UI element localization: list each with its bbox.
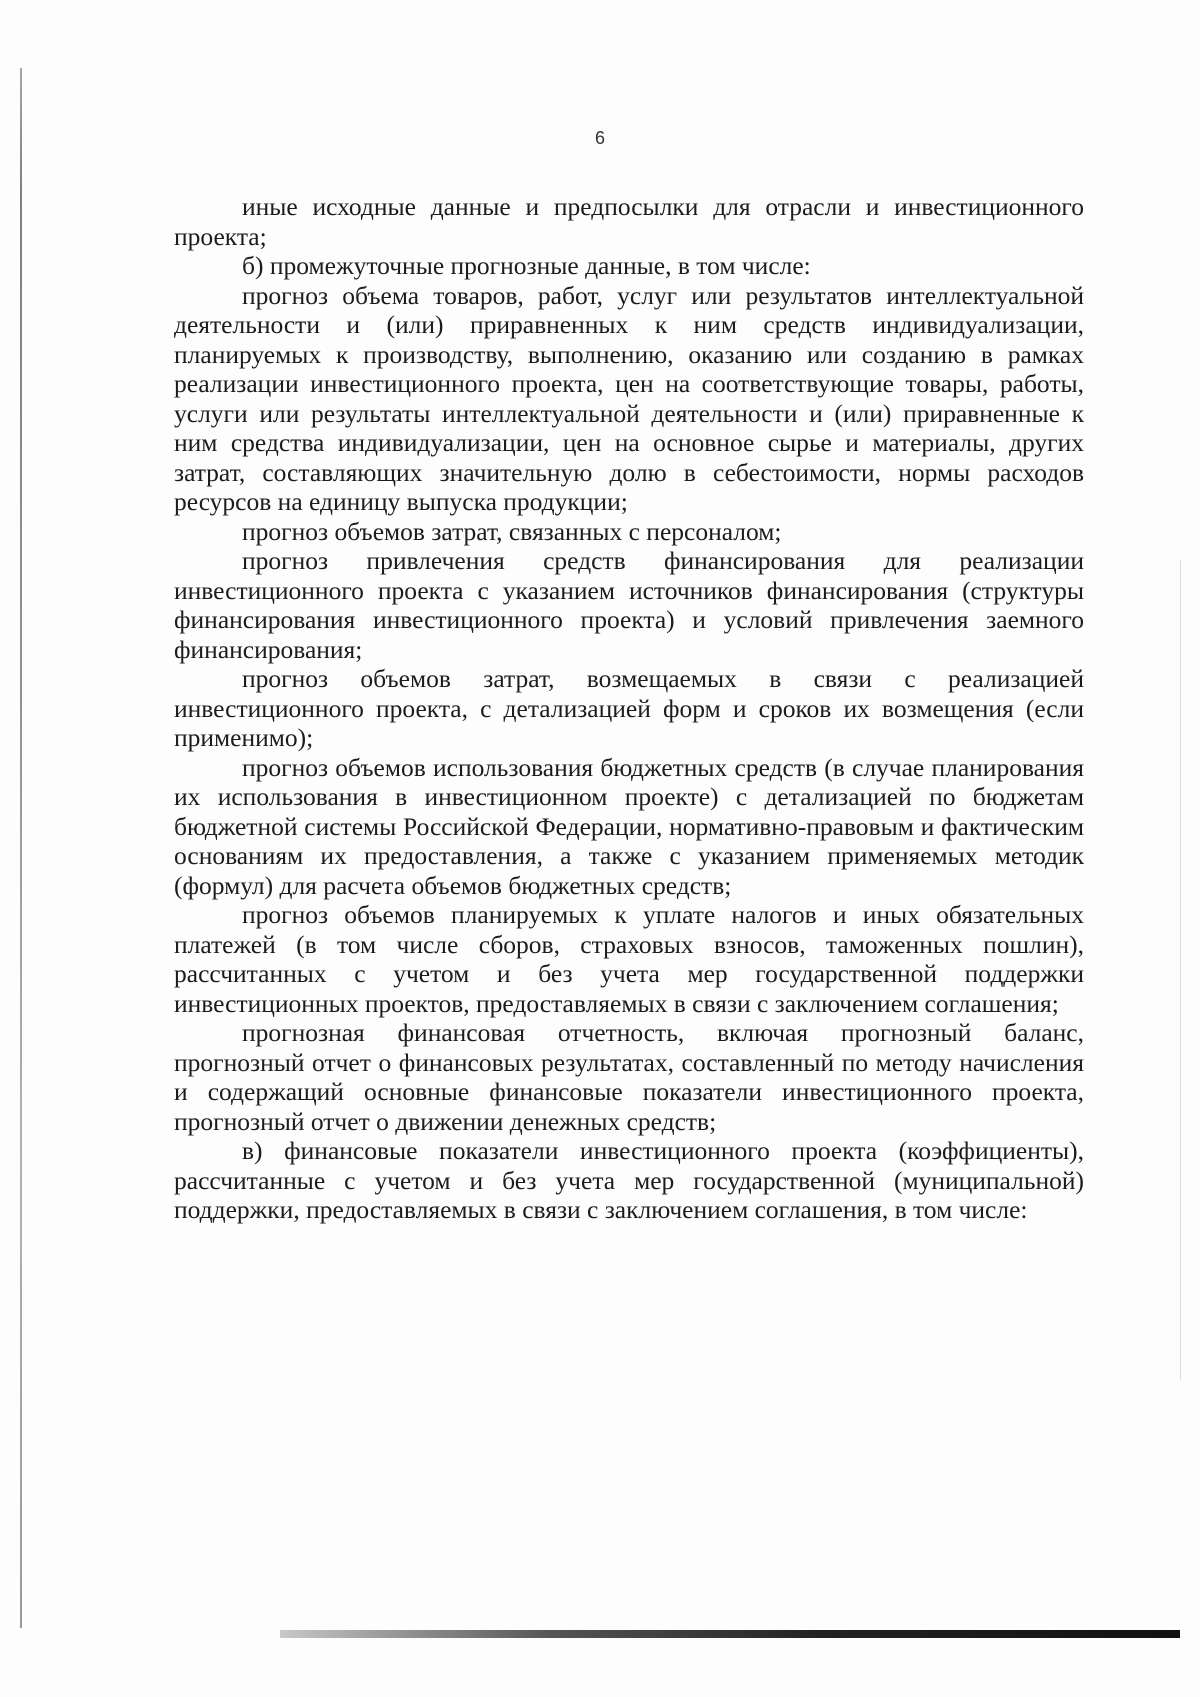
page-number: 6 [594, 128, 605, 148]
body-text [174, 192, 1084, 1225]
paragraph: прогноз объема товаров, работ, услуг или результатов интеллектуальной деятельности и (или) приравненных к ним средств индивидуализации, планируемых к производству, выполнению, оказанию или созданию в рамках реализации инвестиционного проекта, цен на соответствующие товары, работы, услуги или результаты интеллектуальной деятельности и (или) приравненные к ним средства индивидуализации, цен на основное сырье и материалы, других затрат, составляющих значительную долю в себестоимости, нормы расходов ресурсов на единицу выпуска продукции; [174, 280, 1084, 516]
paragraph: прогнозная финансовая отчетность, включая прогнозный баланс, прогнозный отчет о финансовых результатах, составленный по методу начисления и содержащий основные финансовые показатели инвестиционного проекта, прогнозный отчет о движении денежных средств; [174, 1018, 1084, 1136]
scan-bottom-bar [280, 1630, 1180, 1638]
paragraph: прогноз объемов планируемых к уплате налогов и иных обязательных платежей (в том числе сборов, страховых взносов, таможенных пошлин), рассчитанных с учетом и без учета мер государственной поддержки инвестиционных проектов, предоставляемых в связи с заключением соглашения; [174, 900, 1084, 1018]
paragraph: иные исходные данные и предпосылки для отрасли и инвестиционного проекта; [174, 192, 1084, 251]
paragraph: прогноз объемов затрат, связанных с персоналом; [242, 516, 782, 546]
paragraph: в) финансовые показатели инвестиционного проекта (коэффициенты), рассчитанные с учетом и без учета мер государственной (муниципальной) поддержки, предоставляемых в связи с заключением соглашения, в том числе: [174, 1136, 1084, 1224]
paragraph: б) промежуточные прогнозные данные, в том числе: [242, 251, 811, 280]
scan-edge-left [20, 68, 22, 1628]
paragraph: прогноз привлечения средств финансирования для реализации инвестиционного проекта с указанием источников финансирования (структуры финансирования инвестиционного проекта) и условий привлечения заемного финансирования; [174, 546, 1084, 664]
paragraph: прогноз объемов использования бюджетных средств (в случае планирования их использования в инвестиционном проекте) с детализацией по бюджетам бюджетной системы Российской Федерации, нормативно-правовым и фактическим основаниям их предоставления, а также с указанием применяемых методик (формул) для расчета объемов бюджетных средств; [174, 752, 1084, 900]
paragraph: прогноз объемов затрат, возмещаемых в связи с реализацией инвестиционного проекта, с детализацией форм и сроков их возмещения (если применимо); [174, 664, 1084, 752]
scan-edge-right [1180, 560, 1181, 1380]
